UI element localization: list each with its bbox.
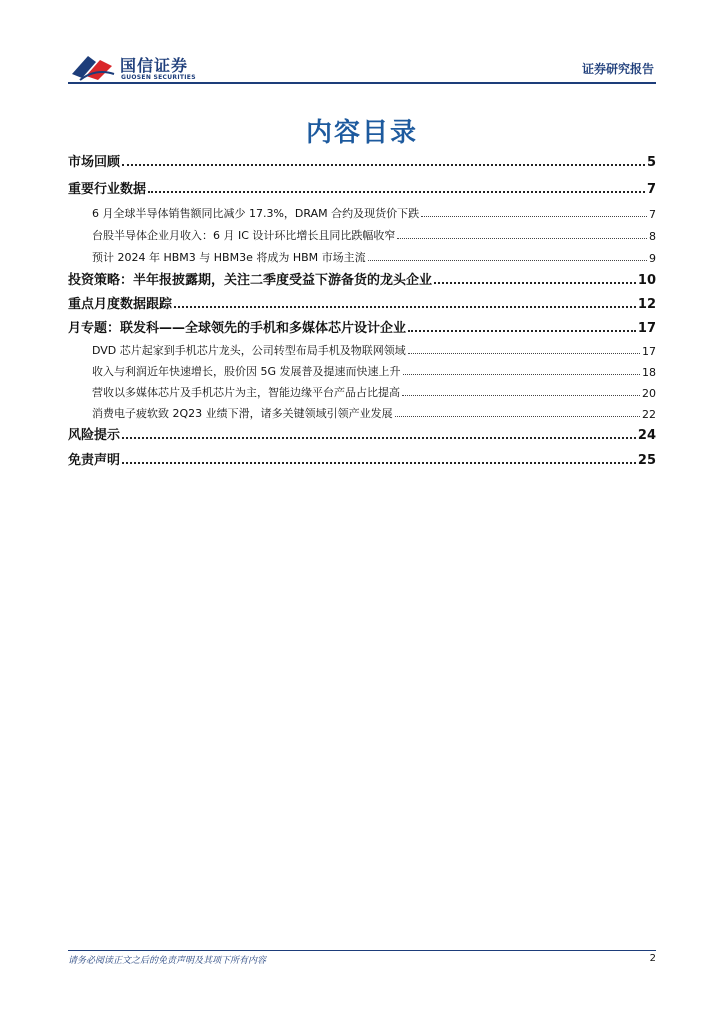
toc-entry-text: 6 月全球半导体销售额同比减少 17.3%，DRAM 合约及现货价下跌 <box>92 207 420 220</box>
toc-entry-text: 重要行业数据 <box>68 182 147 197</box>
toc-entry-text: 重点月度数据跟踪 <box>68 297 173 312</box>
toc-entry-text: 投资策略：半年报披露期，关注二季度受益下游备货的龙头企业 <box>68 273 433 288</box>
toc-entry-text: 预计 2024 年 HBM3 与 HBM3e 将成为 HBM 市场主流 <box>92 251 366 264</box>
toc-leader <box>402 395 640 396</box>
toc-entry-text: 免责声明 <box>68 453 121 468</box>
toc-entry[interactable] <box>68 423 656 443</box>
toc-leader <box>368 260 647 261</box>
toc-leader <box>148 191 645 193</box>
toc-leader <box>122 437 636 439</box>
toc-entry[interactable] <box>68 382 656 400</box>
toc-entry-page: 9 <box>649 252 656 265</box>
toc-leader <box>434 282 636 284</box>
toc-entry-page: 22 <box>642 408 656 421</box>
guosen-logo-icon <box>70 52 116 82</box>
toc-leader <box>395 416 640 417</box>
page-header <box>0 0 724 90</box>
toc-entry-page: 17 <box>637 321 656 336</box>
toc-entry-text: DVD 芯片起家到手机芯片龙头，公司转型布局手机及物联网领域 <box>92 344 406 357</box>
toc-entry[interactable] <box>68 361 656 379</box>
toc-leader <box>408 330 636 332</box>
report-type-label: 证券研究报告 <box>581 62 654 76</box>
toc-entry[interactable] <box>68 225 656 243</box>
logo-english-name: GUOSEN SECURITIES <box>121 74 196 81</box>
toc-entry[interactable] <box>68 150 656 170</box>
toc-entry[interactable] <box>68 268 656 288</box>
page-number: 2 <box>649 953 656 964</box>
toc-entry[interactable] <box>68 448 656 468</box>
toc-leader <box>408 353 640 354</box>
toc-leader <box>122 462 636 464</box>
toc-entry-page: 12 <box>637 297 656 312</box>
toc-entry-page: 7 <box>649 208 656 221</box>
toc-entry[interactable] <box>68 247 656 265</box>
toc-entry-page: 24 <box>637 428 656 443</box>
toc-entry-text: 营收以多媒体芯片及手机芯片为主，智能边缘平台产品占比提高 <box>92 386 400 399</box>
toc-leader <box>421 216 647 217</box>
toc-entry[interactable] <box>68 203 656 221</box>
toc-entry-page: 25 <box>637 453 656 468</box>
toc-leader <box>174 306 636 308</box>
toc-leader <box>122 164 645 166</box>
toc-leader <box>397 238 647 239</box>
toc-entry[interactable] <box>68 177 656 197</box>
toc-entry-page: 5 <box>646 155 656 170</box>
footer-disclaimer: 请务必阅读正文之后的免责声明及其项下所有内容 <box>68 956 267 966</box>
toc-leader <box>403 374 640 375</box>
logo-chinese-name: 国信证券 <box>120 56 189 75</box>
footer-divider <box>68 950 656 951</box>
toc-entry[interactable] <box>68 403 656 421</box>
toc-entry-text: 月专题：联发科——全球领先的手机和多媒体芯片设计企业 <box>68 321 407 336</box>
toc-title: 内容目录 <box>305 118 418 148</box>
toc-entry-page: 8 <box>649 230 656 243</box>
toc-entry-page: 17 <box>642 345 656 358</box>
toc-entry-page: 18 <box>642 366 656 379</box>
toc-entry[interactable] <box>68 340 656 358</box>
toc-entry[interactable] <box>68 292 656 312</box>
guosen-logo <box>70 50 220 86</box>
toc-entry-page: 10 <box>637 273 656 288</box>
toc-entry-page: 20 <box>642 387 656 400</box>
toc-entry-text: 台股半导体企业月收入：6 月 IC 设计环比增长且同比跌幅收窄 <box>92 229 396 242</box>
toc-entry-text: 收入与利润近年快速增长，股价因 5G 发展普及提速而快速上升 <box>92 365 401 378</box>
toc-entry-page: 7 <box>646 182 656 197</box>
toc-entry-text: 市场回顾 <box>68 155 121 170</box>
toc-entry-text: 风险提示 <box>68 428 121 443</box>
header-divider <box>68 82 656 84</box>
toc-entry-text: 消费电子疲软致 2Q23 业绩下滑，诸多关键领域引领产业发展 <box>92 407 393 420</box>
toc-entry[interactable] <box>68 316 656 336</box>
